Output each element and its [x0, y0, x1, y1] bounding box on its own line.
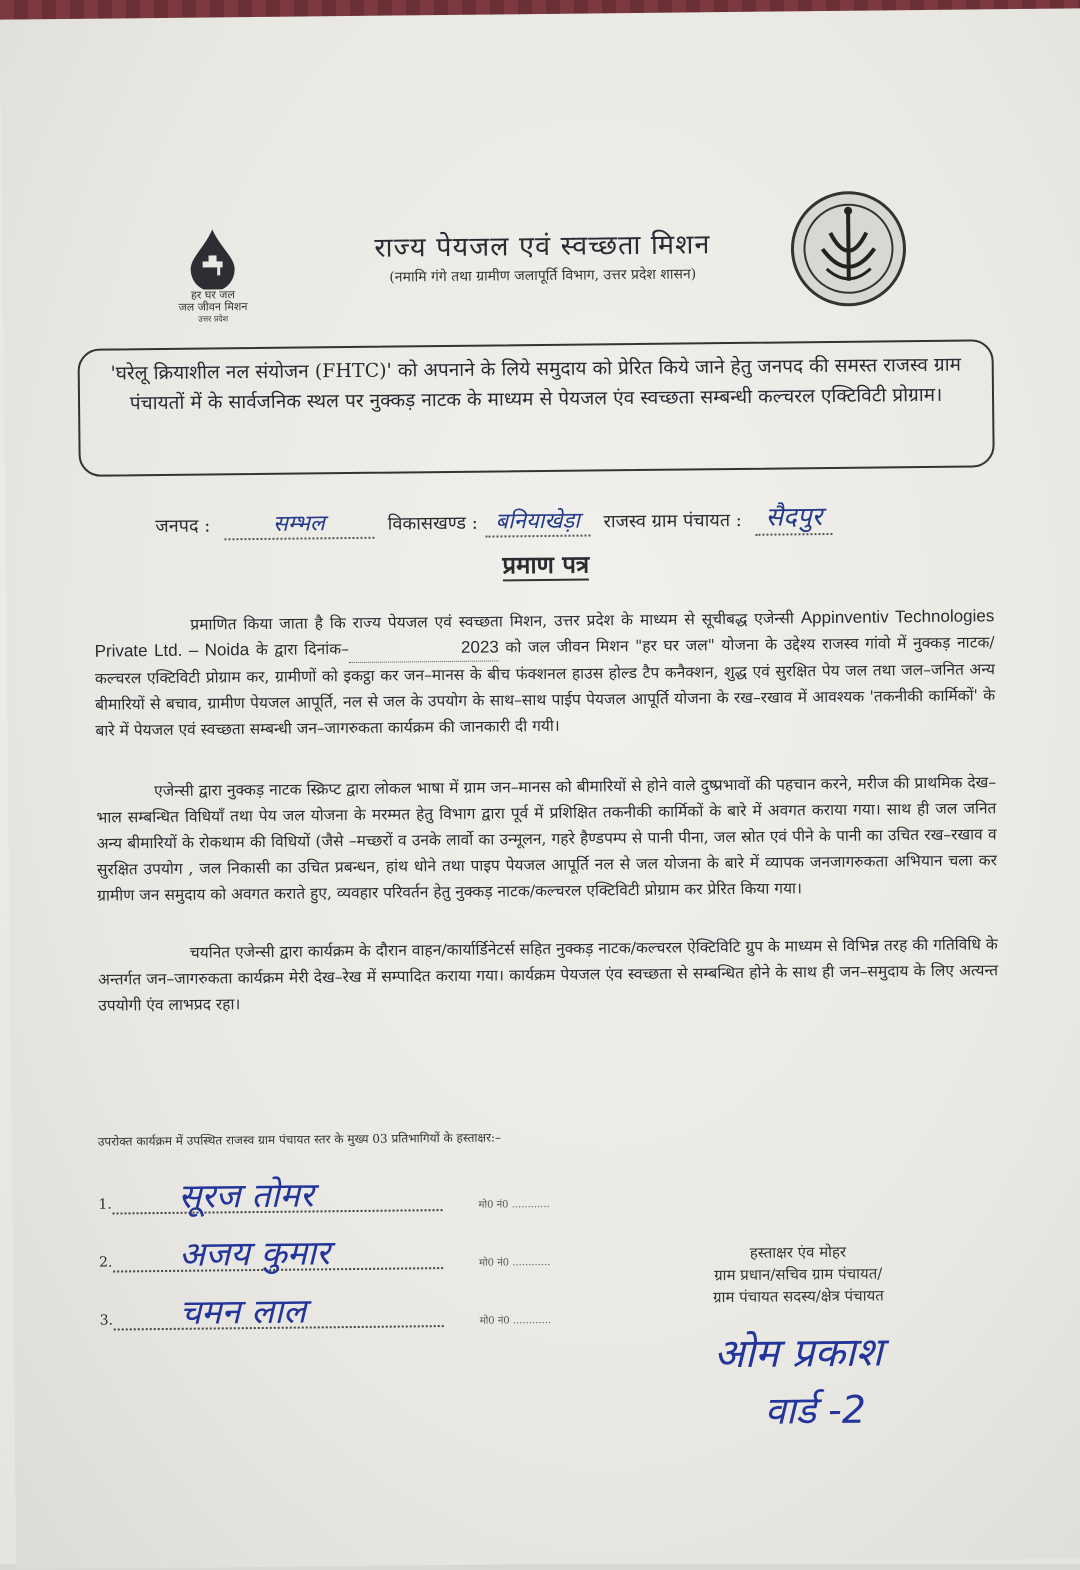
row-number: 3. [99, 1312, 114, 1329]
logo-text-1: हर घर जल [190, 288, 235, 302]
certificate-heading [6, 542, 1080, 586]
up-government-seal [788, 188, 909, 309]
handwritten-signature: अजय कुमार [178, 1233, 331, 1275]
water-drop-icon [182, 227, 243, 290]
location-fields [155, 495, 1015, 542]
district-label: जनपद : [155, 515, 211, 538]
handwritten-signature: सूरज तोमर [178, 1175, 314, 1217]
row-number: 2. [98, 1254, 113, 1271]
emblem-icon [788, 188, 909, 309]
signature-row [99, 1231, 619, 1286]
official-handwritten-signature: ओम प्रकाश [713, 1329, 883, 1378]
har-ghar-jal-logo [162, 227, 263, 328]
signatures-intro: उपरोक्त कार्यक्रम में उपस्थित राजस्व ग्राम पंचायत स्तर के मुख्य 03 प्रतिभागियों के हस्ताक्षर:– [97, 1130, 502, 1149]
panchayat-value: सैदपुर [755, 497, 832, 536]
block-value: बनियाखेड़ा [485, 505, 590, 538]
date-year: 2023 [349, 634, 499, 663]
logo-text-3: उत्तर प्रदेश [198, 314, 229, 324]
mobile-label: मो0 नं0 ............ [479, 1256, 551, 1269]
panchayat-label: राजस्व ग्राम पंचायत : [603, 509, 742, 533]
paragraph-2: एजेन्सी द्वारा नुक्कड़ नाटक स्क्रिप्ट द्वारा लोकल भाषा में ग्राम जन–मानस को बीमारियों से होने वाले दुष्प्रभावों की पहचान करने, मरीज की प्राथमिक देख–भाल सम्बन्धित विधियाँ तथा पेय जल योजना के मरम्मत हेतु विभाग द्वारा पूर्व में प्रशिक्षित तकनीकी कार्मिकों के बारे में अवगत कराया गया। साथ ही जल जनित अन्य बीमारियों के रोकथाम की विधियों (जैसे –मच्छरों व उनके लार्वो का उन्मूलन, गहरे हैण्डपम्प से पानी पीना, जल स्रोत एवं पीने के पानी का उचित रख–रखाव व सुरक्षित उपयोग , जल निकासी का उचित प्रबन्धन, हांथ धोने तथा पाइप पेयजल आपूर्ति नल से जल योजना के बारे में व्यापक जनजागरुकता अभियान चला कर ग्रामीण जन समुदाय को अवगत कराते हुए, व्यवहार परिवर्तन हेतु नुक्कड़ नाटक/कल्चरल एक्टिविटी प्रोग्राम कर प्रेरित किया गया। [96, 773, 997, 905]
para1-a: प्रमाणित किया जाता है कि राज्य पेयजल एवं स्वच्छता मिशन, उत्तर प्रदेश के माध्यम से सूचीबद्ध एजेन्सी [190, 609, 794, 634]
page-title: राज्य पेयजल एवं स्वच्छता मिशन [374, 229, 711, 264]
heading-text: प्रमाण पत्र [502, 549, 590, 580]
designation-line-1: ग्राम प्रधान/सचिव ग्राम पंचायत/ [714, 1264, 883, 1285]
agency-name: Appinventiv Technologies Private Ltd. – Noida [94, 606, 995, 661]
district-value: सम्भल [224, 507, 374, 541]
paragraph-1 [94, 603, 995, 743]
certificate-page [0, 8, 1080, 1569]
designation-line-2: ग्राम पंचायत सदस्य/क्षेत्र पंचायत [712, 1286, 884, 1307]
block-label: विकासखण्ड : [387, 512, 478, 535]
ward-number: वार्ड -2 [764, 1387, 867, 1433]
program-description-box: 'घरेलू क्रियाशील नल संयोजन (FHTC)' को अपनाने के लिये समुदाय को प्रेरित किये जाने हेतु जनपद की समस्त राजस्व ग्राम पंचायतों में के सार्वजनिक स्थल पर नुक्कड़ नाटक के माध्यम से पेयजल एंव स्वच्छता सम्बन्धी कल्चरल एक्टिविटी प्रोग्राम। [77, 339, 994, 477]
signature-row [99, 1289, 619, 1344]
mobile-label: मो0 नं0 ............ [479, 1314, 552, 1327]
mobile-label: मो0 नं0 ............ [478, 1198, 550, 1211]
page-subtitle: (नमामि गंगे तथा ग्रामीण जलापूर्ति विभाग, उत्तर प्रदेश शासन) [389, 266, 697, 286]
para1-c: को जल जीवन मिशन "हर घर जल" योजना के उद्देश्य राजस्व गांवो में नुक्कड़ नाटक/कल्चरल एक्टिविटी प्रोग्राम कर, ग्रामीणों को इकट्ठा कर जन–मानस के बीच फंक्शनल हाउस होल्ड टैप कनैक्शन, शुद्ध एवं सुरक्षित पेय जल तथा जल–जनित अन्य बीमारियों से बचाव, ग्रामीण पेयजल आपूर्ति, नल से जल के उपयोग के साथ–साथ पाईप पेयजल आपूर्ति योजना के रख–रखाव में आवश्यक 'तकनीकी कार्मिकों' के बारे में पेयजल एवं स्वच्छता सम्बन्धी जन–जागरुकता कार्यक्रम की जानकारी दी गयी। [94, 633, 996, 740]
para1-b: के द्वारा दिनांक– [255, 640, 349, 660]
signature-row [98, 1173, 618, 1228]
row-number: 1. [98, 1196, 112, 1213]
paragraph-3: चयनित एजेन्सी द्वारा कार्यक्रम के दौरान वाहन/कार्यार्डिनेटर्स सहित नुक्कड़ नाटक/कल्चरल ऐक्टिविटि ग्रुप के माध्यम से विभिन्न तरह की गतिविधि के अन्तर्गत जन–जागरुकता कार्यक्रम मेरी देख–रेख में सम्पादित कराया गया। कार्यक्रम पेयजल एंव स्वच्छता से सम्बन्धित होने के साथ ही जन–समुदाय के लिए अत्यन्त उपयोगी एंव लाभप्रद रहा। [97, 935, 999, 1015]
official-signature-block [653, 1240, 944, 1309]
handwritten-signature: चमन लाल [179, 1291, 307, 1333]
sign-and-seal-label: हस्ताक्षर एंव मोहर [749, 1242, 847, 1262]
logo-text-2: जल जीवन मिशन [178, 300, 248, 314]
